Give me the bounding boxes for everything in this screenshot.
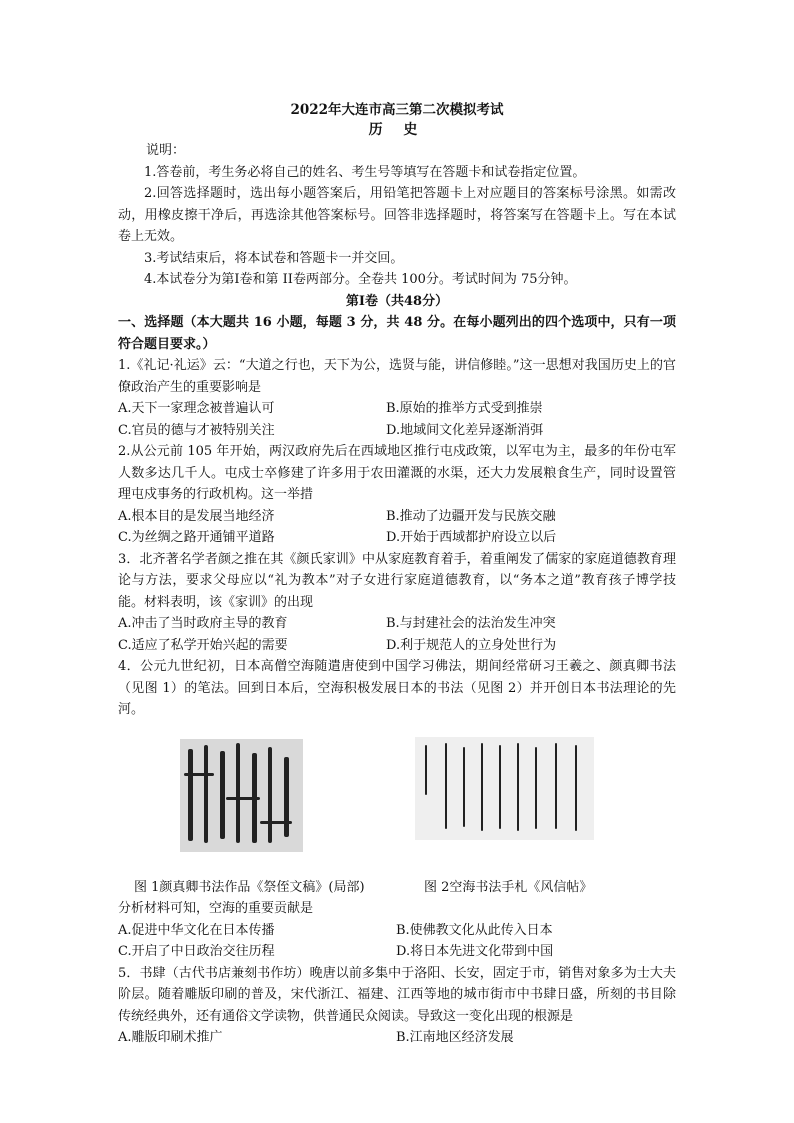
- question-stem: 5．书肆（古代书店兼刻书作坊）晚唐以前多集中于洛阳、长安，固定于市，销售对象多为士大夫阶层。随着雕版印刷的普及，宋代浙江、福建、江西等地的城市街市中书肆日盛，所刻的书目除传统经典外，还有通俗文学读物，供普通民众阅读。导致这一变化出现的根源是: [118, 965, 676, 1024]
- option-d: D.将日本先进文化带到中国: [396, 944, 554, 959]
- instruction-item: 2.回答选择题时，选出每小题答案后，用铅笔把答题卡上对应题目的答案标号涂黑。如需改动，用橡皮擦干净后，再选涂其他答案标号。回答非选择题时，将答案写在答题卡上。写在本试卷上无效。: [118, 186, 676, 244]
- option-b: B.原始的推举方式受到推崇: [386, 401, 543, 416]
- question-stem: 3．北齐著名学者颜之推在其《颜氏家训》中从家庭教育着手，着重阐发了儒家的家庭道德教育理论与方法，要求父母应以“礼为教本”对子女进行家庭道德教育，以“务本之道”教育孩子博学技能。材料表明，该《家训》的出现: [118, 551, 676, 610]
- question-options: [118, 613, 676, 656]
- question-options: [118, 398, 676, 441]
- subject-title: 历 史: [368, 122, 426, 138]
- option-c: C.官员的德与才被特别关注: [118, 422, 275, 438]
- option-d: D.利于规范人的立身处世行为: [386, 637, 557, 653]
- option-a: A.冲击了当时政府主导的教育: [118, 616, 288, 631]
- option-b: B.江南地区经济发展: [396, 1030, 514, 1045]
- option-c: C.为丝绸之路开通铺平道路: [118, 530, 275, 545]
- calligraphy-image-kukai: [415, 737, 594, 840]
- figure-2-caption: 图 2空海书法手札《风信帖》: [424, 879, 593, 895]
- exam-title: 2022年大连市高三第二次模拟考试: [290, 102, 504, 118]
- instructions-heading: 说明：: [146, 143, 186, 158]
- question-follow-up: 分析材料可知，空海的重要贡献是: [118, 901, 314, 916]
- figure-area: [118, 725, 676, 875]
- option-a: A.天下一家理念被普遍认可: [118, 401, 275, 416]
- calligraphy-image-yan-zhenqing: [180, 739, 303, 852]
- section-heading: 一、选择题（本大题共 16 小题，每题 3 分，共 48 分。在每小题列出的四个选项中，只有一项符合题目要求。）: [118, 315, 676, 352]
- instruction-item: 4.本试卷分为第Ⅰ卷和第 II卷两部分。全卷共 100分。考试时间为 75分钟。: [144, 272, 577, 287]
- option-a: A.根本目的是发展当地经济: [118, 508, 275, 524]
- figure-1-caption: 图 1颜真卿书法作品《祭侄文稿》(局部): [134, 879, 365, 895]
- exam-page: [118, 100, 676, 1049]
- option-b: B.使佛教文化从此传入日本: [396, 922, 553, 938]
- part-title: 第Ⅰ卷（共48分）: [345, 293, 449, 309]
- option-a: A.雕版印刷术推广: [118, 1030, 223, 1045]
- option-b: B.与封建社会的法治发生冲突: [386, 616, 556, 631]
- figure-captions: [118, 877, 676, 899]
- instruction-item: 1.答卷前，考生务必将自己的姓名、考生号等填写在答题卡和试卷指定位置。: [144, 164, 586, 180]
- option-d: D.地域间文化差异逐渐消弭: [386, 422, 544, 438]
- question-options: [118, 1027, 676, 1049]
- question-stem: 2.从公元前 105 年开始，两汉政府先后在西域地区推行屯戍政策，以军屯为主，最多的年份屯军人数多达几千人。屯戍士卒修建了许多用于农田灌溉的水渠，还大力发展粮食生产，同时设置管理屯戍事务的行政机构。这一举措: [118, 444, 676, 502]
- instruction-item: 3.考试结束后，将本试卷和答题卡一并交回。: [144, 250, 404, 266]
- option-c: C.适应了私学开始兴起的需要: [118, 637, 288, 653]
- option-a: A.促进中华文化在日本传播: [118, 922, 275, 938]
- option-d: D.开始于西域都护府设立以后: [386, 530, 557, 545]
- option-c: C.开启了中日政治交往历程: [118, 944, 275, 959]
- question-options: [118, 920, 676, 963]
- question-options: [118, 506, 676, 549]
- question-stem: 4．公元九世纪初，日本高僧空海随遣唐使到中国学习佛法，期间经常研习王羲之、颜真卿书法（见图 1）的笔法。回到日本后，空海积极发展日本的书法（见图 2）并开创日本书法理论的先河。: [118, 659, 676, 717]
- option-b: B.推动了边疆开发与民族交融: [386, 508, 556, 524]
- question-stem: 1.《礼记·礼运》云：“大道之行也，天下为公，选贤与能，讲信修睦。”这一思想对我国历史上的官僚政治产生的重要影响是: [118, 358, 676, 395]
